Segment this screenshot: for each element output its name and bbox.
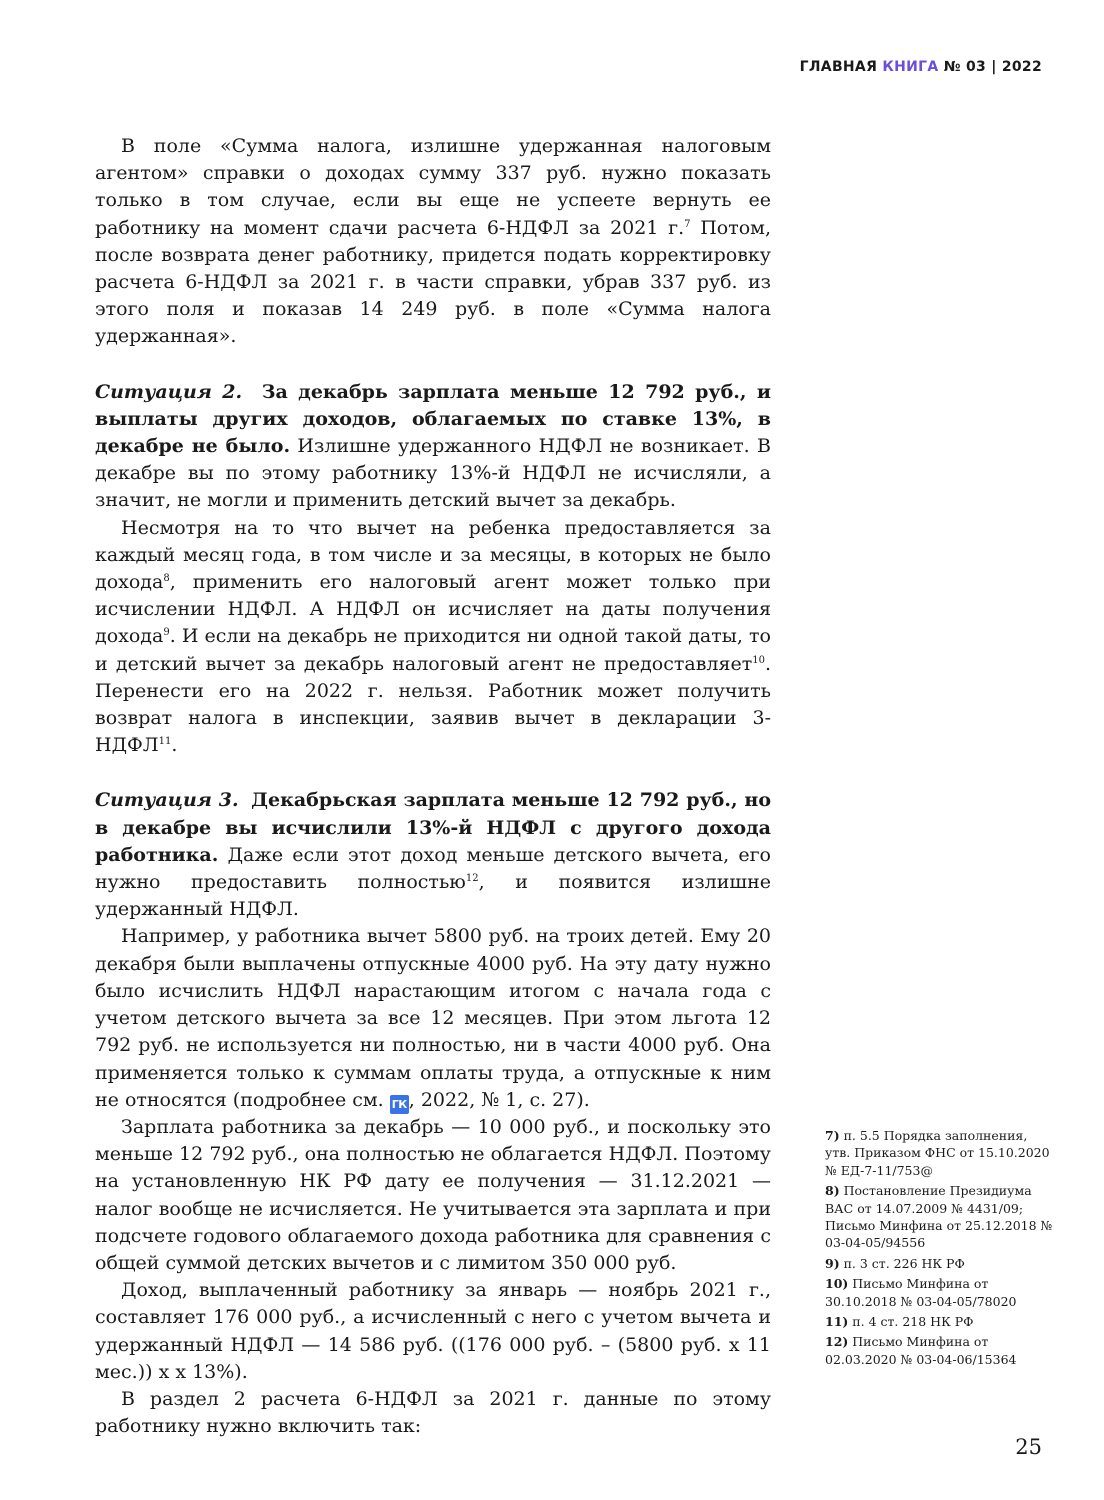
paragraph-8: В раздел 2 расчета 6-НДФЛ за 2021 г. данные по этому работнику нужно включить так: bbox=[95, 1387, 771, 1438]
footnotes bbox=[825, 1127, 1055, 1371]
page-header bbox=[800, 59, 1042, 75]
paragraph-7: Доход, выплаченный работнику за январь — ноябрь 2021 г., составляет 176 000 руб., а исчисленный с него с учетом вычета и удержанный НДФЛ — 14 586 руб. ((176 000 руб. – (5800 руб. х 11 мес.)) х х 13%). bbox=[95, 1279, 771, 1383]
issue-number: № 03 | 2022 bbox=[943, 59, 1042, 75]
footnote: 9) п. 3 ст. 226 НК РФ bbox=[825, 1255, 965, 1271]
page-number: 25 bbox=[1015, 1435, 1042, 1459]
magazine-title-accent: КНИГА bbox=[882, 59, 939, 75]
paragraph-1: В поле «Сумма налога, излишне удержанная налоговым агентом» справки о доходах сумму 337 руб. нужно показать только в том случае, если вы еще не успеете вернуть ее работнику на момент сдачи расчета 6-НДФЛ за 2021 г.$^7$ Потом, после возврата денег работнику, придется подать корректировку расчета 6-НДФЛ за 2021 г. в части справки, убрав 337 руб. из этого поля и показав 14 249 руб. в поле «Сумма налога удержанная». bbox=[95, 135, 771, 348]
situation-3-heading: Декабрьская зарплата меньше 12 792 руб., но в декабре вы исчислили 13%-й НДФЛ с другого дохода работника. bbox=[95, 789, 771, 866]
footnote: 8) Постановление Президиума ВАС от 14.07.2009 № 4431/09; Письмо Минфина от 25.12.2018 № 03-04-05/94556 bbox=[825, 1183, 1053, 1251]
paragraph-3: Несмотря на то что вычет на ребенка предоставляется за каждый месяц года, в том числе и за месяцы, в которых не было дохода$^8$, применить его налоговый агент может только при исчислении НДФЛ. А НДФЛ он исчисляет на даты получения дохода$^9$. И если на декабрь не приходится ни одной такой даты, то и детский вычет за декабрь налоговый агент не предоставляет$^{10}$. Перенести его на 2022 г. нельзя. Работник может получить возврат налога в инспекции, заявив вычет в декларации 3-НДФЛ$^{11}$. bbox=[95, 516, 771, 757]
paragraph-6: Зарплата работника за декабрь — 10 000 руб., и поскольку это меньше 12 792 руб., она полностью не облагается НДФЛ. Поэтому на установленную НК РФ дату ее получения — 31.12.2021 — налог вообще не исчисляется. Не учитывается эта зарплата и при подсчете годового облагаемого дохода работника для сравнения с общей суммой детских вычетов и с лимитом 350 000 руб. bbox=[95, 1115, 771, 1274]
article-body bbox=[95, 133, 771, 1440]
footnote: 12) Письмо Минфина от 02.03.2020 № 03-04-06/15364 bbox=[825, 1334, 1017, 1367]
footnote-ref-7[interactable]: 7 bbox=[684, 218, 691, 230]
situation-2-heading: За декабрь зарплата меньше 12 792 руб., и выплаты других доходов, облагаемых по ставке 13%, в декабре не было. bbox=[95, 380, 771, 458]
footnote-ref-9[interactable]: 9 bbox=[163, 627, 170, 639]
footnote-ref-10[interactable]: 10 bbox=[752, 654, 765, 666]
footnote: 7) п. 5.5 Порядка заполнения, утв. Приказом ФНС от 15.10.2020 № ЕД-7-11/753@ bbox=[825, 1128, 1050, 1178]
situation-3-paragraph: Ситуация 3. Декабрьская зарплата меньше 12 792 руб., но в декабре вы исчислили 13%-й НДФЛ с другого дохода работника. Даже если этот доход меньше детского вычета, его нужно предоставить полностью$^{12}$, и появится излишне удержанный НДФЛ. bbox=[95, 789, 771, 921]
gk-magazine-icon[interactable]: ГК bbox=[390, 1095, 409, 1114]
footnote-ref-12[interactable]: 12 bbox=[465, 873, 479, 885]
footnote-ref-11[interactable]: 11 bbox=[158, 736, 172, 748]
footnote-ref-8[interactable]: 8 bbox=[163, 573, 170, 585]
situation-2-label: Ситуация 2. bbox=[95, 380, 243, 403]
situation-3-label: Ситуация 3. bbox=[95, 789, 239, 812]
magazine-title: ГЛАВНАЯ bbox=[799, 59, 878, 75]
footnote: 10) Письмо Минфина от 30.10.2018 № 03-04-05/78020 bbox=[825, 1276, 1017, 1309]
paragraph-5: Например, у работника вычет 5800 руб. на троих детей. Ему 20 декабря были выплачены отпускные 4000 руб. На эту дату нужно было исчислить НДФЛ нарастающим итогом с начала года с учетом детского вычета за все 12 месяцев. При этом льгота 12 792 руб. не используется ни полностью, ни в части 4000 руб. Она применяется только к суммам оплаты труда, а отпускные к ним не относятся (подробнее см. ГК , 2022, № 1, с. 27). bbox=[95, 923, 771, 1113]
footnote: 11) п. 4 ст. 218 НК РФ bbox=[825, 1314, 974, 1330]
situation-2-paragraph: Ситуация 2. За декабрь зарплата меньше 12 792 руб., и выплаты других доходов, облагаемых по ставке 13%, в декабре не было. Излишне удержанного НДФЛ не возникает. В декабре вы по этому работнику 13%-й НДФЛ не исчисляли, а значит, не могли и применить детский вычет за декабрь. bbox=[95, 380, 771, 512]
